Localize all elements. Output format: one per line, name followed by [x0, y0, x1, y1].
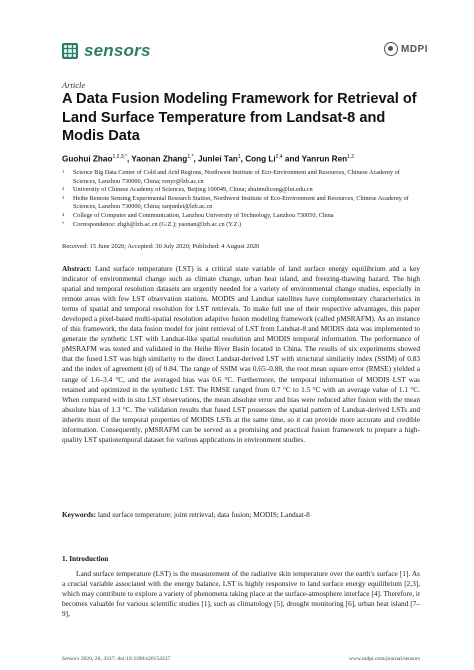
affiliation-text: Science Big Data Center of Cold and Arid Regions, Northwest Institute of Eco-Environment and Resources, Chinese Academy of Sciences, Lanzhou 730000, China; renyr@lzb.ac.cn [73, 169, 400, 185]
journal-logo [62, 41, 151, 61]
author-affiliation-mark: 1,2 [347, 154, 355, 160]
publisher-logo [384, 42, 428, 56]
author: Guohui Zhao [62, 154, 113, 164]
citation [62, 656, 170, 662]
affiliation-list [62, 169, 422, 229]
abstract-label: Abstract: [62, 264, 92, 273]
journal-name: sensors [84, 41, 151, 60]
abstract [62, 264, 420, 445]
affiliation [62, 221, 422, 230]
affiliation [62, 186, 422, 195]
section-body: Land surface temperature (LST) is the measurement of the radiative skin temperature over the earth's surface [1]. As a crucial variable associated with the energy balance, LST is highly responsive to land surface energy equilibrium [2,3], which may contribute to explore a variety of phenomena taking place at the surface-atmosphere interface [4]. Therefore, it becomes valuable for various scientific studies [1], such as climatology [5], drought monitoring [6], urban heat island [7–9], [62, 569, 420, 619]
affiliation [62, 169, 422, 186]
affiliation [62, 212, 422, 221]
page-footer [62, 656, 420, 662]
affiliation-text: Heihe Remote Sensing Experimental Research Station, Northwest Institute of Eco-Environment and Resources, Chinese Academy of Sciences, Lanzhou 730000, China; tanjunlei@lzb.ac.cn [73, 194, 409, 211]
paper-title: A Data Fusion Modeling Framework for Retrieval of Land Surface Temperature from Landsat-8 and Modis Data [62, 91, 417, 144]
article-type: Article [62, 80, 86, 90]
citation-journal: Sensors [62, 656, 80, 662]
author: Yaonan Zhang [131, 154, 188, 164]
keywords-label: Keywords: [62, 510, 97, 519]
author: Yanrun Ren [301, 154, 348, 164]
author-affiliation-mark: 1,2,3,* [112, 154, 127, 160]
affiliation [62, 195, 422, 212]
affiliation-text: University of Chinese Academy of Sciences, Beijing 100049, China; shuimulicong@lut.edu.cn [73, 186, 313, 194]
affiliation-number: * [62, 220, 65, 226]
mdpi-logo-icon [384, 42, 398, 56]
affiliation-text: Correspondence: zhgh@lzb.ac.cn (G.Z.); yaonan@lzb.ac.cn (Y.Z.) [73, 220, 242, 228]
author-list: Guohui Zhao$^{1,2,3,*}$, Yaonan Zhang$^{1,*}$, Junlei Tan$^1$, Cong Li$^{2,4}$ and Yanrun Ren$^{1,2}$ [62, 154, 355, 164]
affiliation-text: College of Computer and Communication, Lanzhou University of Technology, Lanzhou 730050, China [73, 211, 334, 219]
affiliation-number: 3 [62, 194, 65, 200]
section-title: 1. Introduction [62, 555, 109, 563]
publication-dates: Received: 15 June 2020; Accepted: 30 July 2020; Published: 4 August 2020 [62, 243, 260, 250]
abstract-text: Land surface temperature (LST) is a critical state variable of land surface energy equilibrium and a key indicator of environmental change such as climate change, urban heat island, and freezing-thawing hazard. The high spatial and temporal resolution datasets are urgently needed for a variety of environmental change studies, especially in remote areas with few LST observation stations. MODIS and Landsat satellites have complementary characteristics in terms of spatial and temporal resolution for LST retrievals. To make full use of their respective advantages, this paper developed a pixel-based multi-spatial resolution adaptive fusion modeling framework (called pMSRAFM). As an instance of this framework, the data fusion model for joint retrieval of LST from Landsat-8 and MODIS data was implemented to generate the synthetic LST with Landsat-like spatial resolution and MODIS temporal information. The performance of pMSRAFM was tested and validated in the Heihe River Basin located in China. The results of six experiments showed that the fused LST was high similarity to the direct Landsat-derived LST with structural similarity index (SSIM) of 0.83 and the index of agreement (d) of 0.84. The range of SSIM was 0.65–0.88, the root mean square error (RMSE) yielded a range of 1.6–3.4 °C, and the averaged bias was 0.6 °C. Furthermore, the temporal information of MODIS LST was retained and optimized in the synthetic LST. The RMSE ranged from 0.7 °C to 1.5 °C with an average value of 1.1 °C. When compared with in situ LST observations, the mean absolute error and bias were reduced after fusion with the mean absolute bias of 1.3 °C. The validation results that fused LST possesses the spatial pattern of Landsat-derived LSTs and inherits most of the temporal properties of MODIS LSTs at the same time, so it can provide more accurate and credible information. Consequently, pMSRAFM can be served as a promising and practical fusion framework to prepare a high-quality LST spatiotemporal dataset for various applications in environment studies. [62, 264, 421, 444]
publisher-name: MDPI [401, 43, 428, 55]
author: Junlei Tan [198, 154, 238, 164]
author-affiliation-mark: 1 [237, 154, 241, 160]
keywords-text: land surface temperature; joint retrieval; data fusion; MODIS; Landsat-8 [97, 510, 310, 519]
author: Cong Li [245, 154, 276, 164]
keywords [62, 510, 420, 520]
affiliation-number: 2 [62, 186, 65, 192]
affiliation-number: 4 [62, 211, 65, 217]
affiliation-number: 1 [62, 169, 65, 174]
author-affiliation-mark: 1,* [187, 154, 194, 160]
citation-details: 2020, 20, 4337; doi:10.3390/s20154337 [80, 656, 171, 662]
sensors-logo-icon [62, 43, 78, 59]
journal-url[interactable]: www.mdpi.com/journal/sensors [348, 656, 420, 662]
author-affiliation-mark: 2,4 [275, 154, 283, 160]
